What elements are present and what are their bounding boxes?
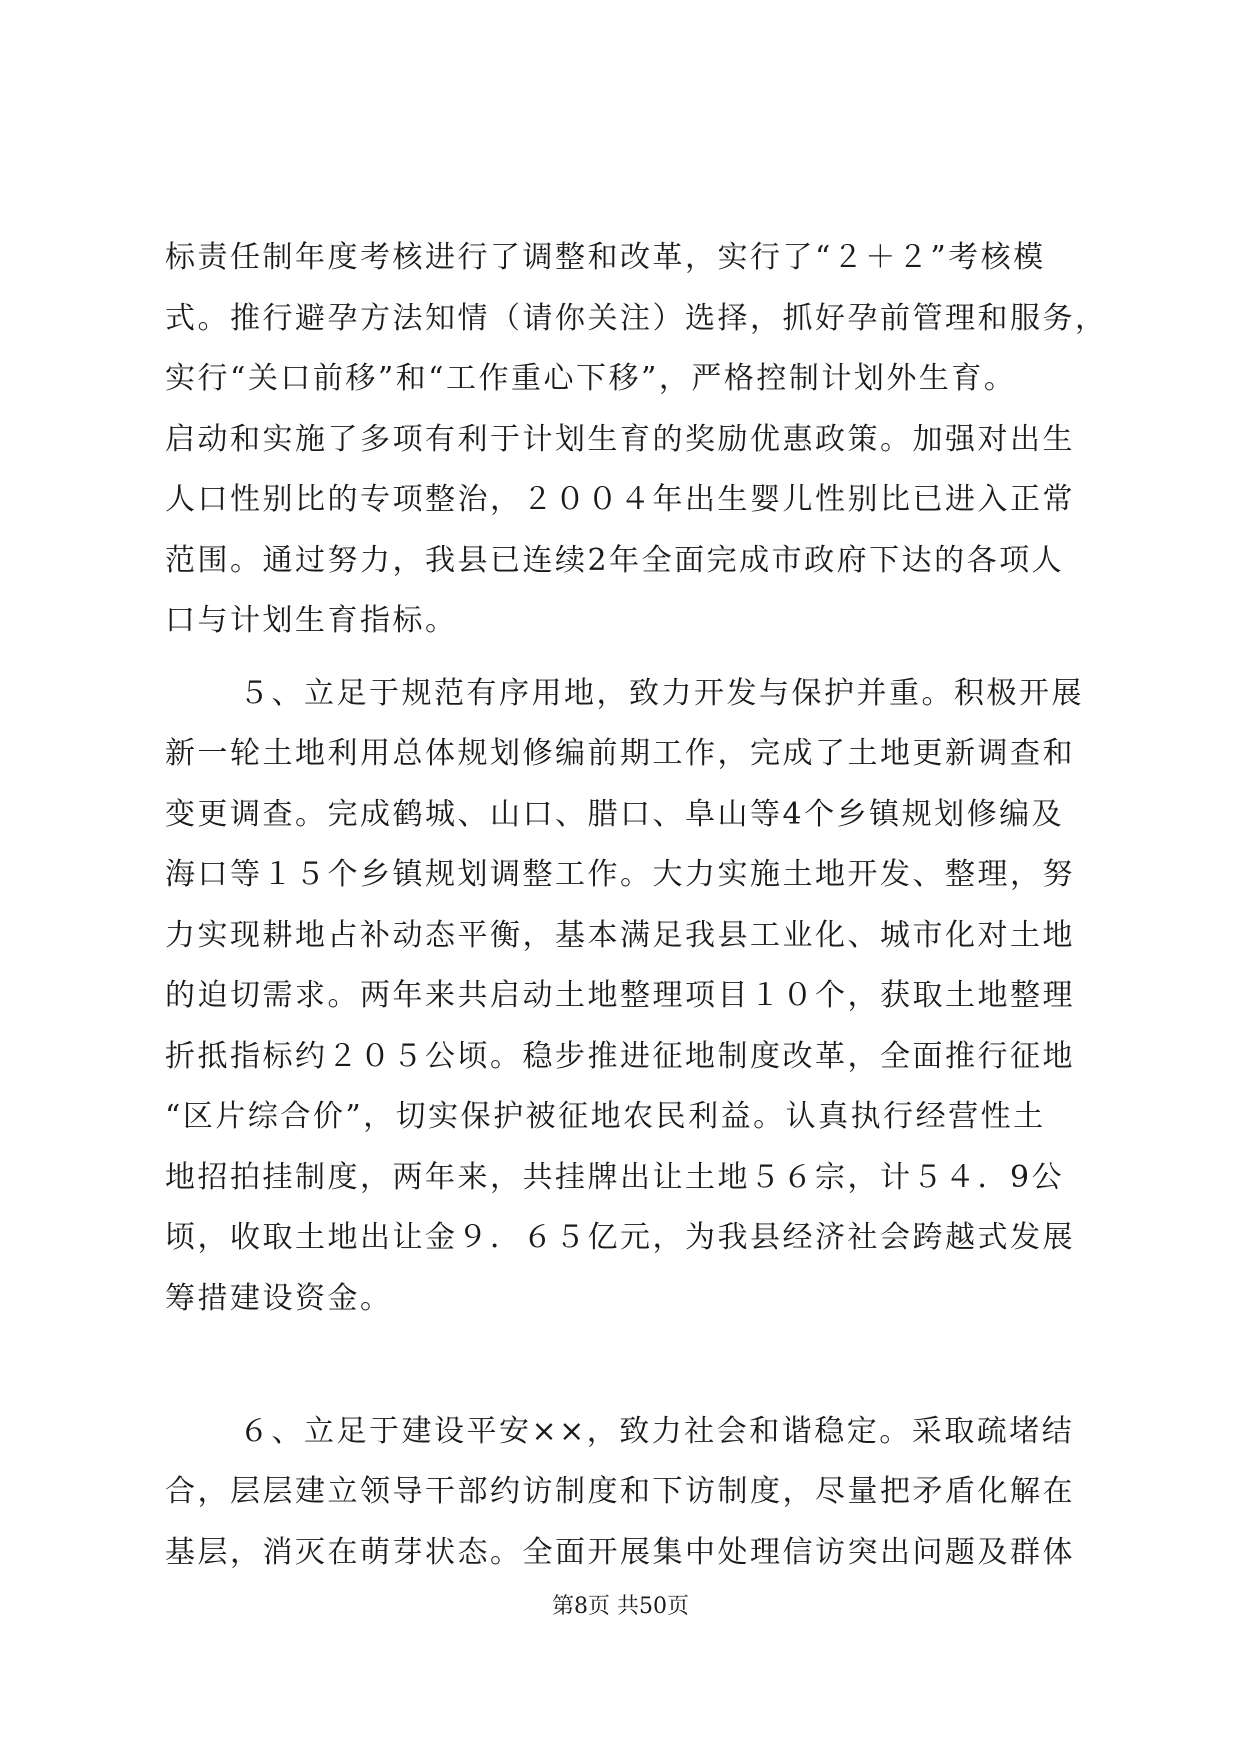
- paragraph-2-line-2: 新一轮土地利用总体规划修编前期工作，完成了土地更新调查和: [165, 736, 1075, 771]
- paragraph-gap: [165, 652, 1076, 664]
- paragraph-2-line-12: [165, 1329, 1076, 1390]
- page-footer: [0, 1592, 1241, 1622]
- page-number-label: 第8页 共50页: [552, 1594, 689, 1619]
- paragraph-1-line-1: 标责任制年度考核进行了调整和改革，实行了“２＋２”考核模: [165, 240, 1046, 275]
- paragraph-1-line-7: 口与计划生育指标。: [165, 603, 458, 638]
- paragraph-1-line-6: 范围。通过努力，我县已连续2年全面完成市政府下达的各项人: [165, 542, 1065, 578]
- paragraph-1-line-2: 式。推行避孕方法知情（请你关注）选择，抓好孕前管理和服务，: [165, 300, 1108, 336]
- paragraph-1-line-4: 启动和实施了多项有利于计划生育的奖励优惠政策。加强对出生: [165, 421, 1075, 457]
- paragraph-2-line-1: ５、立足于规范有序用地，致力开发与保护并重。积极开展: [239, 675, 1084, 711]
- paragraph-2-line-9: 地招拍挂制度，两年来，共挂牌出让土地５６宗，计５４．9公: [165, 1159, 1065, 1195]
- paragraph-3-line-1: ６、立足于建设平安××，致力社会和谐稳定。采取疏堵结: [239, 1413, 1075, 1449]
- paragraph-2-line-11: 筹措建设资金。: [165, 1280, 393, 1316]
- paragraph-gap: [165, 1390, 1076, 1402]
- paragraph-1-line-5: 人口性别比的专项整治，２００４年出生婴儿性别比已进入正常: [165, 482, 1075, 517]
- paragraph-3-line-2: 合，层层建立领导干部约访制度和下访制度，尽量把矛盾化解在: [165, 1474, 1075, 1509]
- paragraph-2-line-10: 顷，收取土地出让金９．６５亿元，为我县经济社会跨越式发展: [165, 1220, 1075, 1255]
- paragraph-2-line-5: 力实现耕地占补动态平衡，基本满足我县工业化、城市化对土地: [165, 917, 1075, 953]
- paragraph-3-line-3: 基层，消灭在萌芽状态。全面开展集中处理信访突出问题及群体: [165, 1534, 1075, 1570]
- paragraph-2-line-6: 的迫切需求。两年来共启动土地整理项目１０个，获取土地整理: [165, 978, 1075, 1013]
- document-body: [165, 228, 1108, 1583]
- paragraph-2-line-4: 海口等１５个乡镇规划调整工作。大力实施土地开发、整理，努: [165, 857, 1075, 892]
- paragraph-1-line-3: 实行“关口前移”和“工作重心下移”，严格控制计划外生育。: [165, 361, 1017, 396]
- paragraph-2-line-8: “区片综合价”，切实保护被征地农民利益。认真执行经营性土: [165, 1099, 1046, 1134]
- paragraph-2-line-3: 变更调查。完成鹤城、山口、腊口、阜山等4个乡镇规划修编及: [165, 796, 1065, 832]
- paragraph-2-line-7: 折抵指标约２０５公顷。稳步推进征地制度改革，全面推行征地: [165, 1038, 1075, 1074]
